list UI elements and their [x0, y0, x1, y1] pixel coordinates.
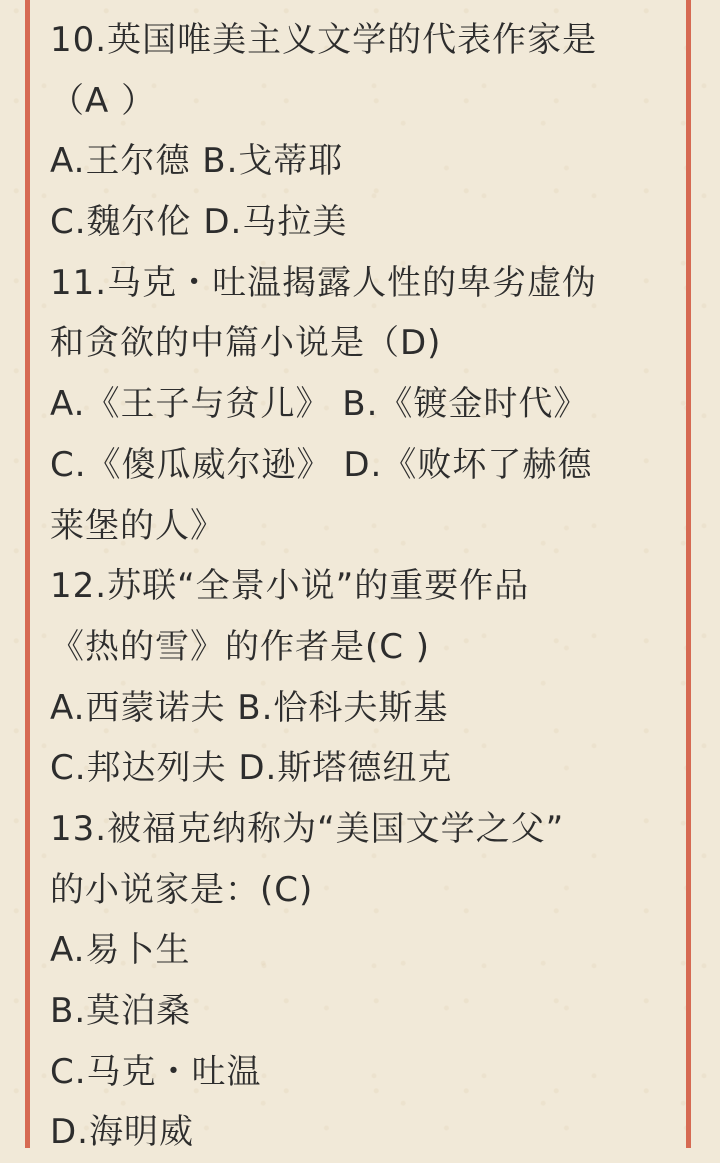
question-13-option-d: D.海明威: [50, 1112, 194, 1153]
question-12-options-cd: C.邦达列夫 D.斯塔德纽克: [50, 748, 453, 789]
question-10-answer: （A ）: [50, 80, 157, 121]
question-12-options-ab: A.西蒙诺夫 B.恰科夫斯基: [50, 687, 449, 728]
question-11-options-ab: A.《王子与贫儿》 B.《镀金时代》: [50, 384, 589, 425]
question-13-option-c: C.马克・吐温: [50, 1051, 262, 1092]
question-11-options-cd: C.《傻瓜威尔逊》 D.《败坏了赫德: [50, 444, 593, 485]
question-12-stem-continued: 《热的雪》的作者是(C ): [50, 626, 431, 667]
question-11-stem: 11.马克・吐温揭露人性的卑劣虚伪: [50, 262, 598, 303]
left-border-line: [25, 0, 30, 1148]
question-13-option-a: A.易卜生: [50, 930, 191, 971]
question-10-stem: 10.英国唯美主义文学的代表作家是: [50, 20, 598, 60]
question-11-options-d-continued: 莱堡的人》: [50, 505, 225, 546]
question-13-stem-continued: 的小说家是：(C): [50, 869, 314, 910]
right-border-line: [686, 0, 691, 1148]
question-10-options-ab: A.王尔德 B.戈蒂耶: [50, 141, 344, 182]
quiz-content: [50, 10, 670, 1163]
question-13-stem: 13.被福克纳称为“美国文学之父”: [50, 808, 565, 849]
question-12-stem: 12.苏联“全景小说”的重要作品: [50, 566, 530, 607]
question-13-option-b: B.莫泊桑: [50, 991, 192, 1031]
question-11-stem-continued: 和贪欲的中篇小说是（D): [50, 323, 442, 364]
question-10-options-cd: C.魏尔伦 D.马拉美: [50, 202, 348, 243]
